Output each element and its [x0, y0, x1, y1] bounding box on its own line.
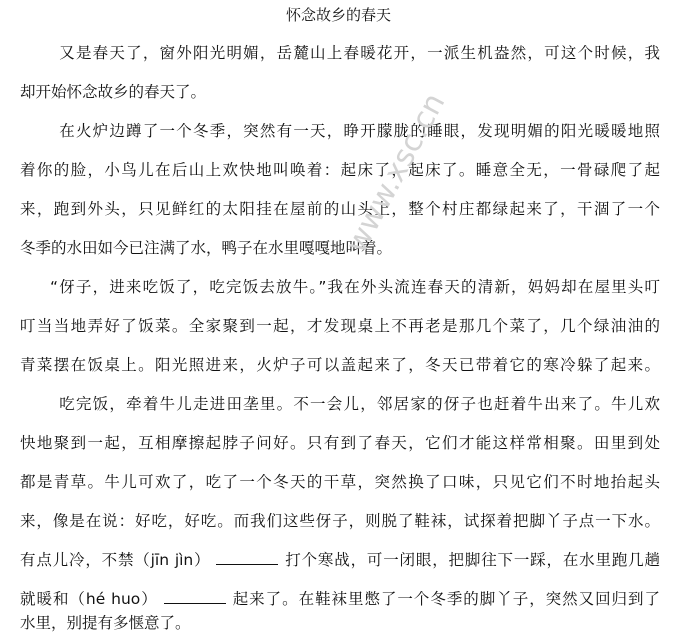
text-line-with-blank — [20, 588, 660, 610]
text-line: 冬季的水田如今已注满了水，鸭子在水里嘎嘎地叫着。 — [20, 239, 393, 257]
text-line: 都是青草。牛儿可欢了，吃了一个冬天的干草，突然换了口味，只见它们不时地抬起头 — [20, 473, 660, 491]
paragraph-4-line-1: 吃完饭，牵着牛儿走进田垄里。不一会儿，邻居家的伢子也赶着牛出来了。牛儿欢 — [58, 395, 660, 413]
fill-in-blank-2[interactable] — [164, 589, 226, 604]
blank-2-suffix: 起来了。在鞋袜里憋了一个冬季的脚丫子，突然又回归到了 — [231, 590, 660, 608]
watermark-text: www.xsc.cn — [339, 87, 453, 259]
text-line: 叮当当地弄好了饭菜。全家聚到一起，才发现桌上不再老是那几个菜了，几个绿油油的 — [20, 317, 660, 335]
text-line — [20, 120, 660, 142]
blank-2-prefix: 就暖和（hé huo） — [20, 590, 158, 608]
text-line: 水里，别提有多惬意了。 — [20, 614, 191, 632]
article-title: 怀念故乡的春天 — [285, 6, 391, 24]
paragraph-3-line-1: “伢子，进来吃饭了，吃完饭去放牛。”我在外头流连春天的清新，妈妈却在屋里头叮 — [50, 278, 660, 296]
paragraph-1-line-1: 又是春天了，窗外阳光明媚，岳麓山上春暖花开，一派生机盎然，可这个时候，我 — [58, 44, 660, 62]
text-line: 却开始怀念故乡的春天了。 — [20, 83, 207, 101]
paragraph-2-line-1: 在火炉边蹲了一个冬季，突然有一天，睁开朦胧的睡眼，发现明媚的阳光暖暖地照 — [58, 122, 660, 140]
text-line: 快地聚到一起，互相摩擦起脖子问好。只有到了春天，它们才能这样常相聚。田里到处 — [20, 434, 660, 452]
text-line-with-blank — [20, 549, 660, 571]
text-line — [20, 42, 660, 64]
blank-1-suffix: 打个寒战，可一闭眼，把脚往下一踩，在水里跑几趟 — [284, 551, 660, 569]
text-line: 着你的脸，小鸟儿在后山上欢快地叫唤着：起床了，起床了。睡意全无，一骨碌爬了起 — [20, 161, 660, 179]
text-line — [20, 393, 660, 415]
text-line — [20, 276, 660, 298]
blank-1-prefix: 有点儿冷，不禁（jīn jìn） — [20, 551, 211, 569]
text-line: 来，跑到外头，只见鲜红的太阳挂在屋前的山头上，整个村庄都绿起来了，干涸了一个 — [20, 200, 660, 218]
text-line: 青菜摆在饭桌上。阳光照进来，火炉子可以盖起来了，冬天已带着它的寒冷躲了起来。 — [20, 356, 660, 374]
text-line: 来，像是在说：好吃，好吃。而我们这些伢子，则脱了鞋袜，试探着把脚丫子点一下水。 — [20, 512, 660, 530]
fill-in-blank-1[interactable] — [216, 550, 278, 565]
